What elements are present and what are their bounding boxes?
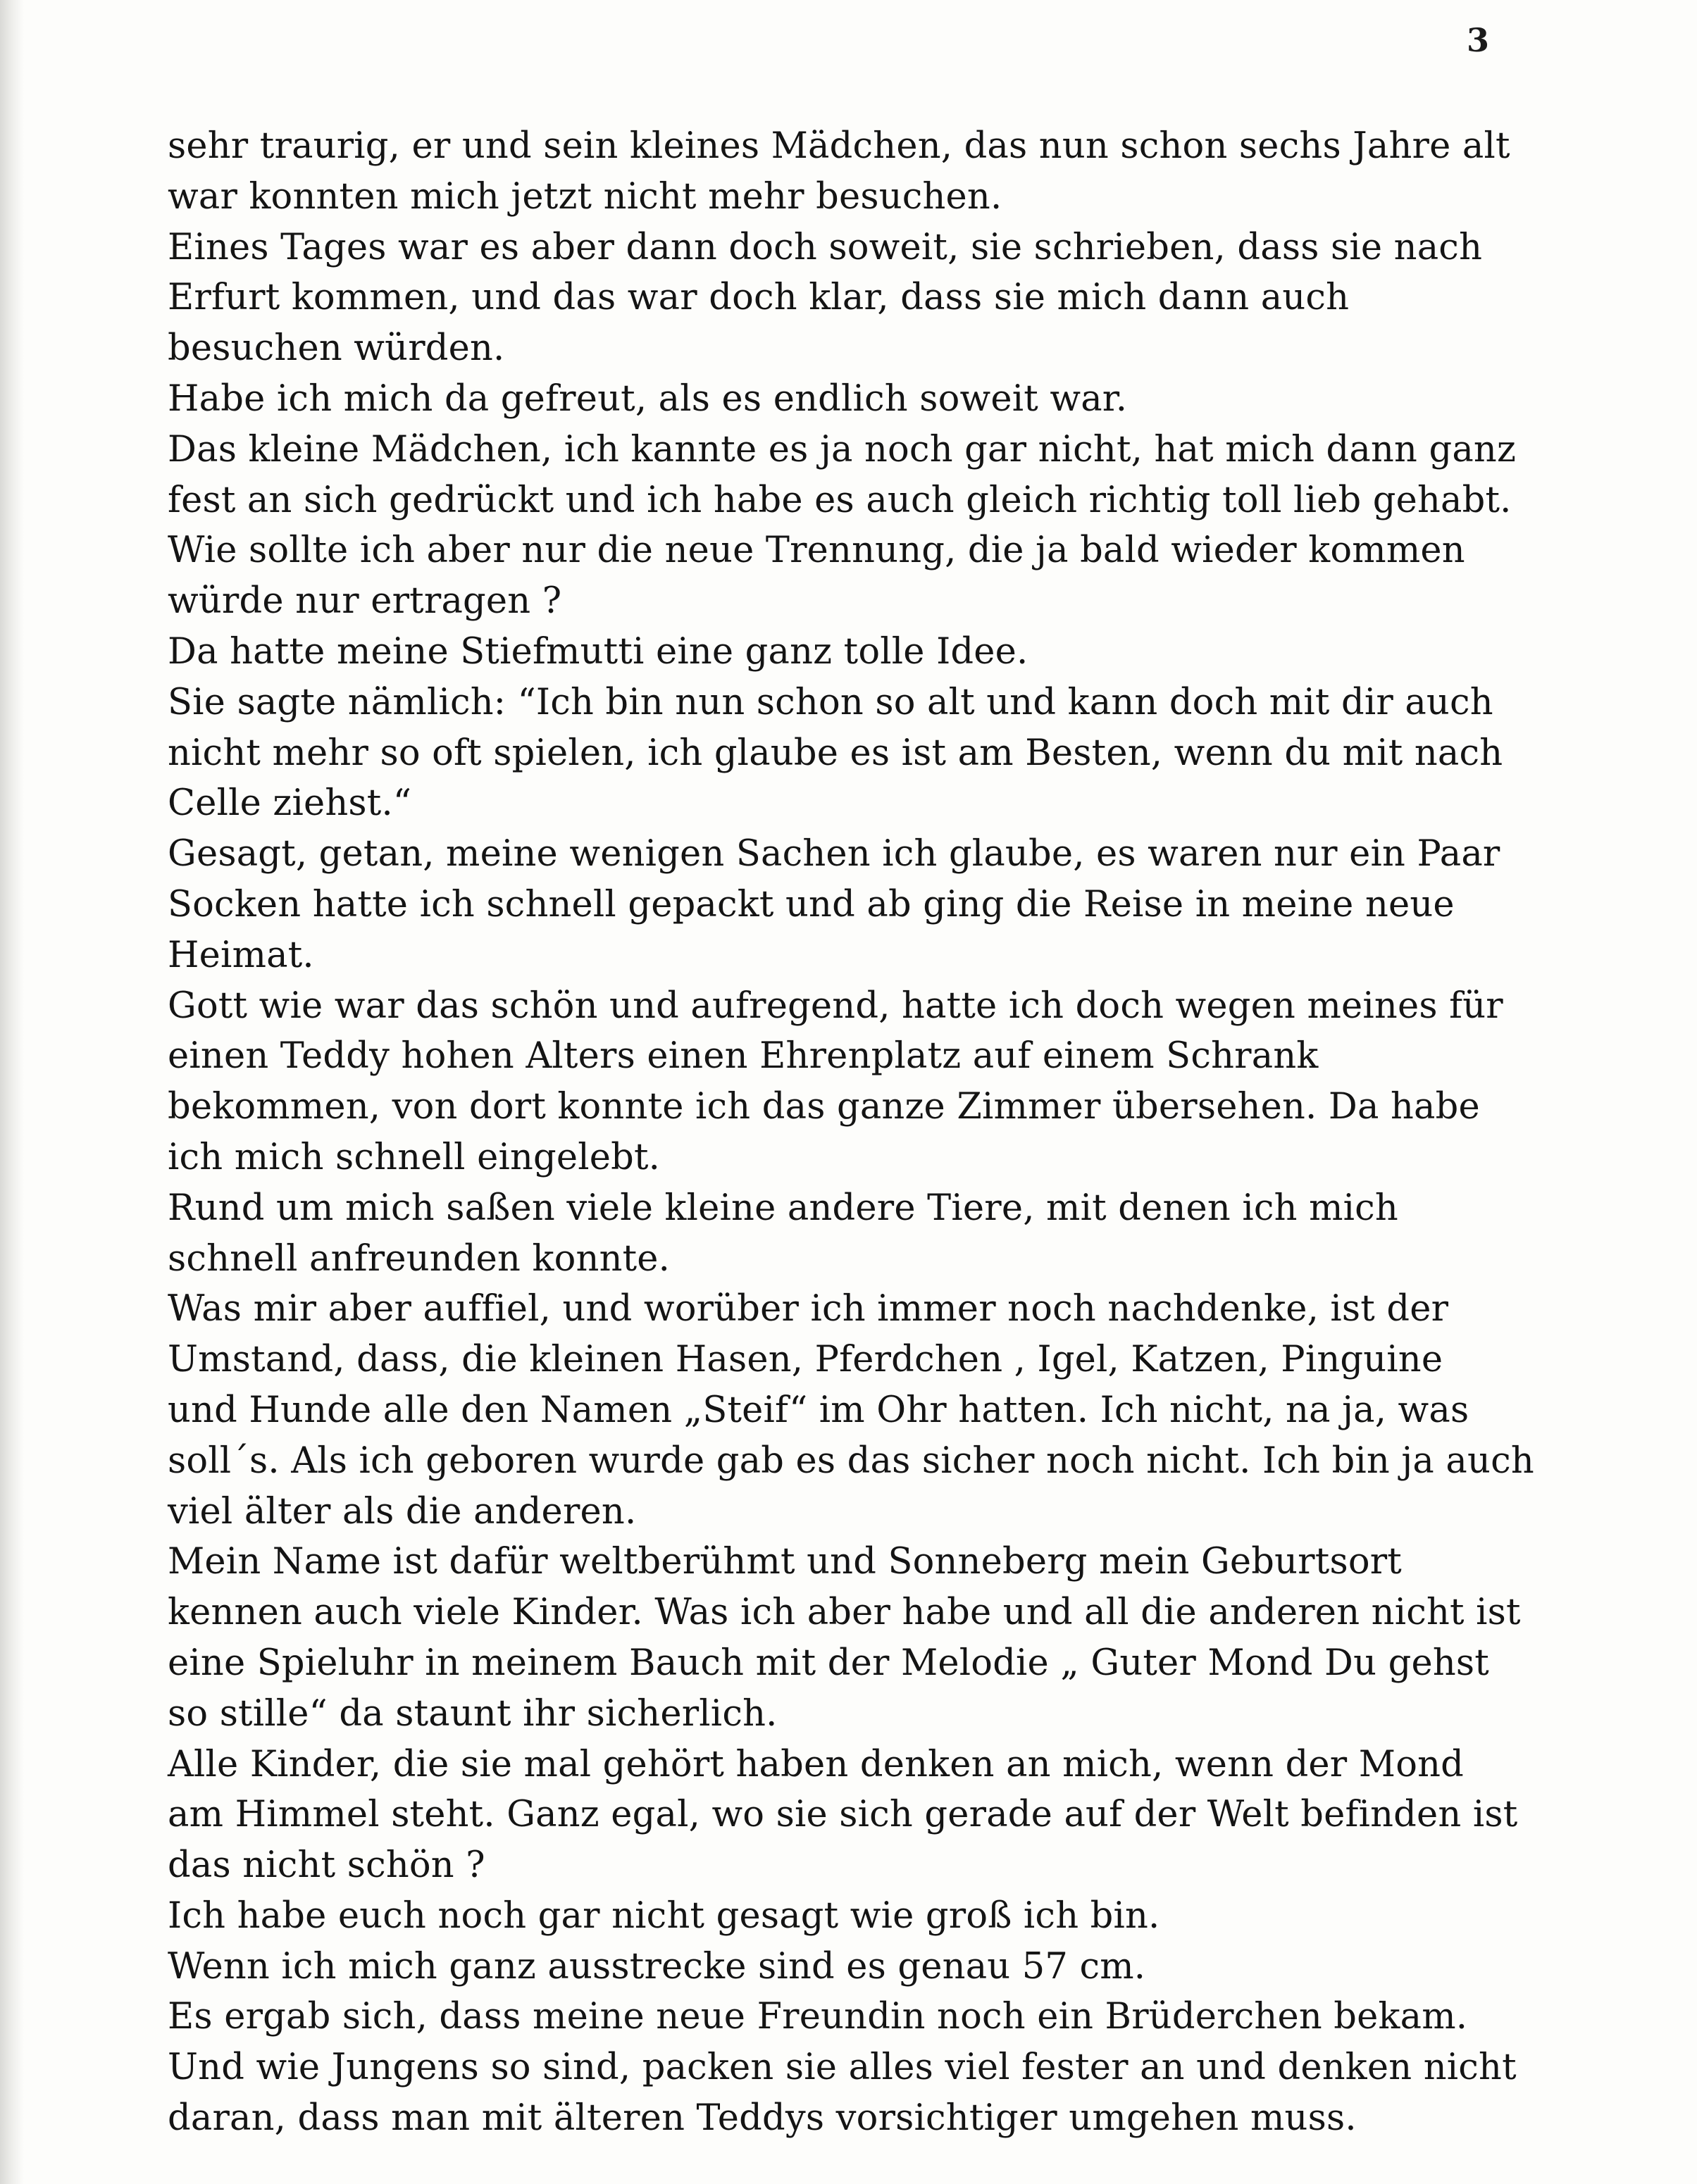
text-line: besuchen würden.: [168, 327, 505, 370]
text-line: eine Spieluhr in meinem Bauch mit der Melodie „ Guter Mond Du gehst: [168, 1642, 1489, 1684]
text-line: Eines Tages war es aber dann doch soweit, sie schrieben, dass sie nach: [168, 226, 1483, 268]
text-line: am Himmel steht. Ganz egal, wo sie sich gerade auf der Welt befinden ist: [168, 1794, 1518, 1836]
text-line: das nicht schön ?: [168, 1845, 485, 1887]
text-line: Heimat.: [168, 934, 314, 976]
text-line: Mein Name ist dafür weltberühmt und Sonneberg mein Geburtsort: [168, 1541, 1403, 1583]
text-line: schnell anfreunden konnte.: [168, 1237, 671, 1280]
text-line: ich mich schnell eingelebt.: [168, 1136, 661, 1178]
text-line: Was mir aber auffiel, und worüber ich immer noch nachdenke, ist der: [168, 1288, 1449, 1330]
text-line: Habe ich mich da gefreut, als es endlich soweit war.: [168, 377, 1128, 420]
text-line: bekommen, von dort konnte ich das ganze Zimmer übersehen. Da habe: [168, 1086, 1480, 1128]
text-line: Es ergab sich, dass meine neue Freundin noch ein Brüderchen bekam.: [168, 1996, 1468, 2038]
text-line: Ich habe euch noch gar nicht gesagt wie groß ich bin.: [168, 1895, 1160, 1937]
text-line: Gott wie war das schön und aufregend, hatte ich doch wegen meines für: [168, 985, 1503, 1027]
text-line: Und wie Jungens so sind, packen sie alles viel fester an und denken nicht: [168, 2047, 1517, 2089]
text-line: daran, dass man mit älteren Teddys vorsichtiger umgehen muss.: [168, 2097, 1357, 2140]
text-line: und Hunde alle den Namen „Steif“ im Ohr hatten. Ich nicht, na ja, was: [168, 1389, 1469, 1431]
text-line: Celle ziehst.“: [168, 782, 412, 825]
text-line: so stille“ da staunt ihr sicherlich.: [168, 1692, 778, 1735]
story-text: [168, 121, 1577, 2144]
text-line: Gesagt, getan, meine wenigen Sachen ich glaube, es waren nur ein Paar: [168, 833, 1500, 875]
page-number: 3: [1467, 21, 1490, 59]
text-line: Wenn ich mich ganz ausstrecke sind es genau 57 cm.: [168, 1945, 1146, 1988]
text-line: Rund um mich saßen viele kleine andere Tiere, mit denen ich mich: [168, 1187, 1398, 1229]
text-line: Alle Kinder, die sie mal gehört haben denken an mich, wenn der Mond: [168, 1743, 1465, 1785]
text-line: Sie sagte nämlich: “Ich bin nun schon so alt und kann doch mit dir auch: [168, 681, 1493, 723]
text-line: Erfurt kommen, und das war doch klar, dass sie mich dann auch: [168, 277, 1350, 319]
text-line: Da hatte meine Stiefmutti eine ganz tolle Idee.: [168, 630, 1028, 673]
text-line: einen Teddy hohen Alters einen Ehrenplatz auf einem Schrank: [168, 1035, 1319, 1078]
text-line: viel älter als die anderen.: [168, 1490, 637, 1533]
text-line: soll´s. Als ich geboren wurde gab es das sicher noch nicht. Ich bin ja auch: [168, 1440, 1534, 1482]
text-line: war konnten mich jetzt nicht mehr besuchen.: [168, 175, 1002, 218]
text-line: Das kleine Mädchen, ich kannte es ja noch gar nicht, hat mich dann ganz: [168, 428, 1517, 470]
text-line: sehr traurig, er und sein kleines Mädchen, das nun schon sechs Jahre alt: [168, 125, 1510, 167]
text-line: Umstand, dass, die kleinen Hasen, Pferdchen , Igel, Katzen, Pinguine: [168, 1339, 1443, 1381]
text-line: würde nur ertragen ?: [168, 580, 562, 623]
scan-edge-shadow: [0, 0, 24, 2184]
text-line: Wie sollte ich aber nur die neue Trennung, die ja bald wieder kommen: [168, 530, 1465, 572]
text-line: nicht mehr so oft spielen, ich glaube es ist am Besten, wenn du mit nach: [168, 732, 1503, 774]
text-line: kennen auch viele Kinder. Was ich aber habe und all die anderen nicht ist: [168, 1592, 1521, 1634]
text-line: fest an sich gedrückt und ich habe es auch gleich richtig toll lieb gehabt.: [168, 479, 1512, 521]
text-line: Socken hatte ich schnell gepackt und ab ging die Reise in meine neue: [168, 883, 1455, 925]
